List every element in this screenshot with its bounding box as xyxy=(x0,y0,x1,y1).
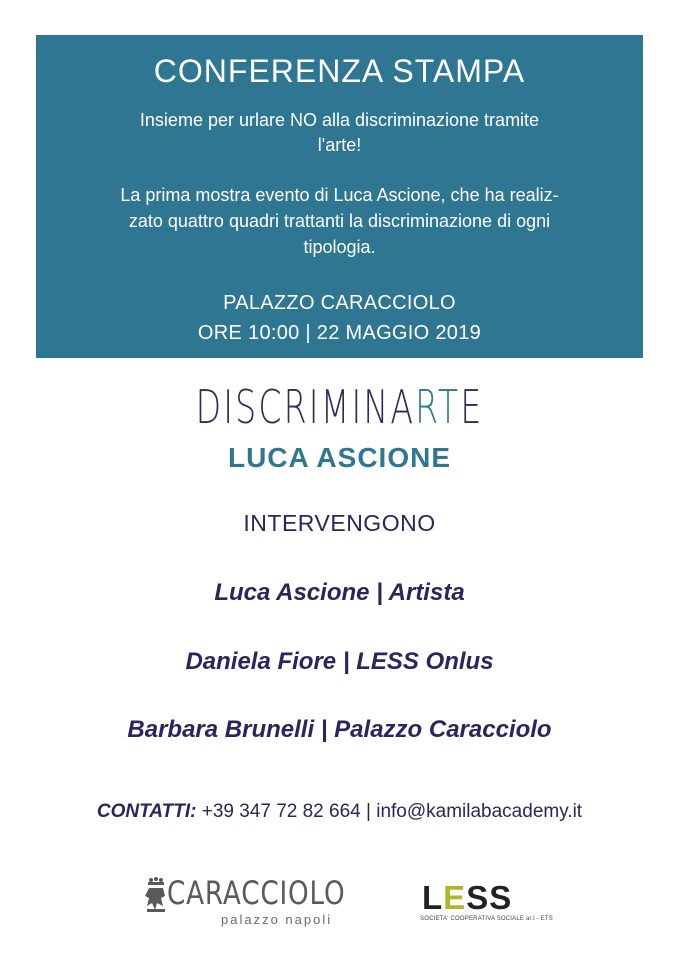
less-logo xyxy=(420,879,553,929)
logo-text-accent: RT xyxy=(415,380,461,434)
logo-artist-name: LUCA ASCIONE xyxy=(227,442,452,473)
less-name-part-1: L xyxy=(422,879,444,916)
banner-slogan xyxy=(76,108,603,158)
banner-slogan-line-1: Insieme per urlare NO alla discriminazione tramite xyxy=(139,110,540,130)
logo-text-part-1: DISCRIMINA xyxy=(195,380,416,434)
banner-description-line-2: zato quattro quadri trattanti la discriminazione di ogni xyxy=(128,211,551,231)
banner-description-line-1: La prima mostra evento di Luca Ascione, che ha realiz- xyxy=(120,185,559,205)
banner-slogan-line-2: l'arte! xyxy=(317,135,362,155)
less-name-accent: E xyxy=(443,879,467,916)
logo-text-part-2: E xyxy=(460,380,484,434)
banner-title: CONFERENZA STAMPA xyxy=(153,53,526,89)
banner-description xyxy=(66,182,613,260)
event-venue: PALAZZO CARACCIOLO xyxy=(223,292,456,314)
discriminarte-logo xyxy=(95,380,584,434)
contacts-line xyxy=(0,801,679,823)
caracciolo-crest-icon xyxy=(143,876,169,916)
caracciolo-subtitle: palazzo napoli xyxy=(221,912,333,927)
banner-description-line-3: tipologia. xyxy=(303,237,376,257)
event-datetime: ORE 10:00 | 22 MAGGIO 2019 xyxy=(197,322,482,344)
speakers-heading: INTERVENGONO xyxy=(243,510,436,536)
caracciolo-name: CARACCIOLO xyxy=(167,874,346,912)
contacts-value: +39 347 72 82 664 | info@kamilabacademy.it xyxy=(201,801,583,822)
less-name xyxy=(422,879,512,917)
speaker-3: Barbara Brunelli | Palazzo Caracciolo xyxy=(127,716,552,743)
speaker-2: Daniela Fiore | LESS Onlus xyxy=(185,648,494,675)
less-tagline: SOCIETA' COOPERATIVA SOCIALE ar.l - ETS xyxy=(420,916,553,922)
press-conference-banner xyxy=(36,35,643,358)
event-venue-block xyxy=(36,288,643,348)
palazzo-caracciolo-logo xyxy=(143,872,346,932)
contacts-label: CONTATTI: xyxy=(96,801,197,822)
speaker-1: Luca Ascione | Artista xyxy=(214,579,465,606)
less-name-part-2: SS xyxy=(466,879,513,916)
